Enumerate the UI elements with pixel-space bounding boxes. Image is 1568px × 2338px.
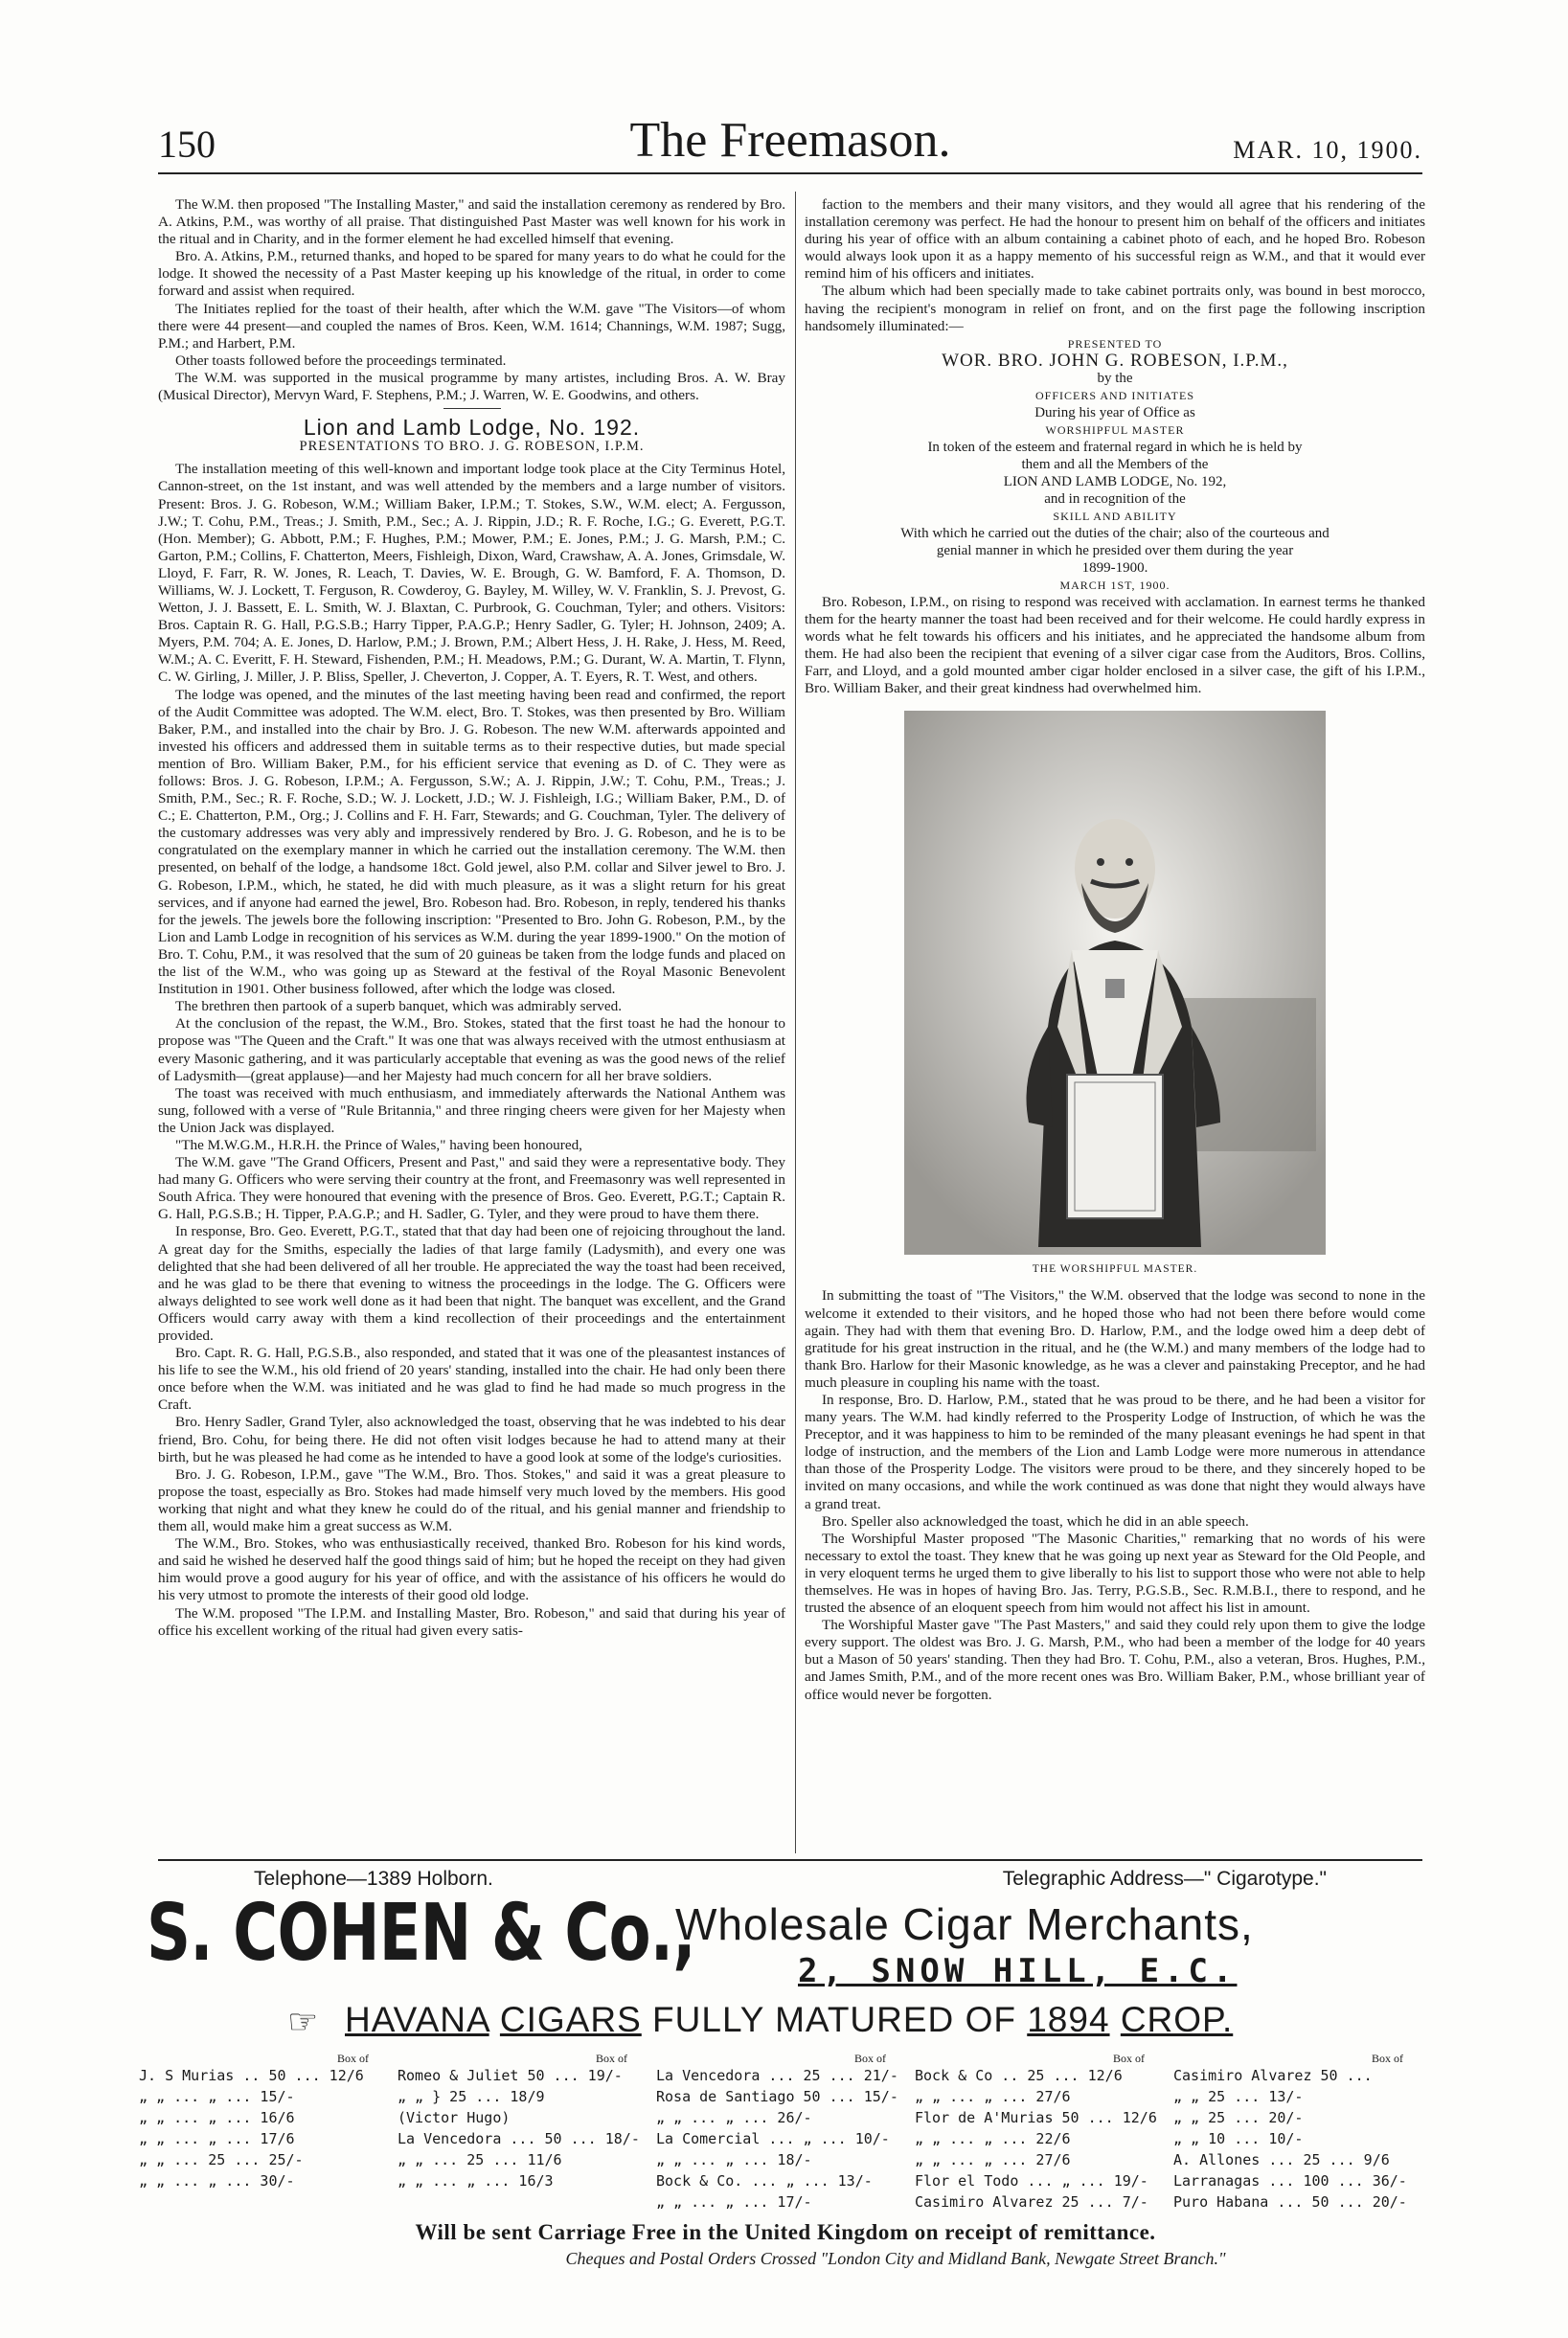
paragraph: The W.M. proposed "The I.P.M. and Installing Master, Bro. Robeson," and said that during his year of office his excellent working of the ritual had given every satis- [158,1604,785,1639]
headline-word: HAVANA [345,2000,489,2039]
inscription-line: During his year of Office as [1034,404,1195,420]
price-row: Casimiro Alvarez 25 ... 7/- [915,2193,1148,2211]
price-row: La Comercial ... „ ... 10/- [656,2130,890,2147]
price-row: „ „ } 25 ... 18/9 [398,2088,545,2105]
price-row: La Vencedora ... 50 ... 18/- [398,2130,640,2147]
price-row: Flor de A'Murias 50 ... 12/6 [915,2109,1157,2126]
price-row: Rosa de Santiago 50 ... 15/- [656,2088,898,2105]
inscription-line: 1899-1900. [1081,559,1148,576]
price-column [656,2052,905,2214]
price-row: La Vencedora ... 25 ... 21/- [656,2067,898,2084]
price-row: „ „ 25 ... 13/- [1173,2088,1304,2105]
price-row: „ „ ... „ ... 27/6 [915,2151,1071,2168]
paragraph: The lodge was opened, and the minutes of the last meeting having been read and confirmed, the report of the Audit Committee was adopted. The W.M. elect, Bro. T. Stokes, was then presented by Bro. William Baker, P.M., and installed into the chair by Bro. J. G. Robeson. The new W.M. afterwards appointed and invested his officers and addressed them in suitable terms as to their respective duties, but made special mention of Bro. William Baker, P.M., for his efficient service that evening as D. of C. They were as follows: Bros. J. G. Robeson, I.P.M.; A. Fergusson, S.W.; A. J. Rippin, J.W.; T. Cohu, P.M., Treas.; J. Smith, P.M., Sec.; R. F. Roche, S.D.; W. J. Lockett, J.D.; W. J. Fishleigh, I.G.; William Baker, P.M., D. of C.; E. Chatterton, P.M., Org.; J. Collins and F. H. Farr, Stewards; and G. Couchman, Tyler. The delivery of the customary addresses was very ably and impressively rendered by Bro. J. G. Robeson, and he is to be congratulated on the exemplary manner in which he carried out the installation ceremony. The W.M. then presented, on behalf of the lodge, a handsome 18ct. Gold jewel, also P.M. collar and Silver jewel to Bro. J. G. Robeson, I.P.M., which, he stated, he did with much pleasure, as it was a slight return for his great services, and if anyone had earned the jewel, Bro. Robeson had. Bro. Robeson, in reply, tendered his thanks for the jewels. The jewels bore the following inscription: "Presented to Bro. John G. Robeson, P.M., by the Lion and Lamb Lodge in recognition of his services as W.M. during the year 1899-1900." On the motion of Bro. T. Cohu, P.M., it was resolved that the sum of 20 guineas be taken from the lodge funds and placed on the list of the W.M., who was going up as Steward at the festival of the Royal Masonic Benevolent Institution in 1901. Other business followed, after which the lodge was closed. [158,686,785,998]
price-row: Flor el Todo ... „ ... 19/- [915,2172,1148,2190]
portrait-illustration [904,711,1326,1255]
paragraph: The Worshipful Master proposed "The Masonic Charities," remarking that no words of his were necessary to extol the toast. They knew that he was going up next year as Steward for the Old People, and in very eloquent terms he urged them to give liberally to his list to support those who were not able to help themselves. He was in hopes of having Bro. Jas. Terry, P.G.S.B., Sec. R.M.B.I., there to respond, and he trusted the absence of an eloquent speech from him would not affect his list in amount. [805,1530,1425,1617]
price-row: Larranagas ... 100 ... 36/- [1173,2172,1407,2190]
paragraph: The W.M. gave "The Grand Officers, Present and Past," and said they were a representative body. They had many G. Officers who were serving their country at the front, and Freemasonry was well represented in South Africa. They were honoured that evening with the presence of Bros. Geo. Everett, P.G.T.; Captain R. G. Hall, P.G.S.B.; H. Tipper, P.A.G.P.; and H. Sadler, G. Tyler, and they were proud to have them there. [158,1154,785,1223]
paragraph: Bro. Henry Sadler, Grand Tyler, also acknowledged the toast, observing that he was indebted to his dear friend, Bro. Cohu, for being there. He did not often visit lodges because he had to attend many at their birth, but he was pleased he had come as he intended to have a good look at some of the lodge's curiosities. [158,1414,785,1465]
price-row: Romeo & Juliet 50 ... 19/- [398,2067,623,2084]
headline-word: CIGARS [499,2000,642,2039]
paragraph: The album which had been specially made to take cabinet portraits only, was bound in best morocco, having the recipient's monogram in relief on front, and on the first page the following inscription handsomely illuminated:— [805,283,1425,334]
column-header: Box of [854,2052,886,2065]
page-header [158,115,1422,174]
column-header: Box of [1372,2052,1403,2065]
album-inscription [805,335,1425,594]
paragraph: The W.M., Bro. Stokes, who was enthusiastically received, thanked Bro. Robeson for his kind words, and said he wished he deserved half the good things said of him; but he hoped the receipt on they had given him would prove a good augury for his year of office, and with the assistance of his officers he would do his very utmost to promote the interests of their good old lodge. [158,1535,785,1604]
headline-word: 1894 [1027,2000,1110,2039]
price-row: „ „ ... „ ... 17/6 [139,2130,295,2147]
inscription-line: With which he carried out the duties of the chair; also of the courteous and [900,525,1329,541]
cigar-advertisement [139,1868,1432,2308]
price-row: „ „ ... „ ... 30/- [139,2172,295,2190]
merchant-address: 2, SNOW HILL, E.C. [798,1952,1238,1990]
divider [443,408,501,409]
telegraphic-address: Telegraphic Address—" Cigarotype." [1002,1868,1327,1890]
column-divider [795,192,796,1853]
inscription-line: WORSHIPFUL MASTER [1045,422,1185,437]
price-row: Bock & Co .. 25 ... 12/6 [915,2067,1123,2084]
price-row: J. S Murias .. 50 ... 12/6 [139,2067,364,2084]
paragraph: "The M.W.G.M., H.R.H. the Prince of Wales," having been honoured, [175,1136,582,1153]
price-row: „ „ 10 ... 10/- [1173,2130,1304,2147]
inscription-line: genial manner in which he presided over them during the year [936,542,1294,558]
price-column [398,2052,647,2193]
column-header: Box of [596,2052,627,2065]
inscription-line: LION AND LAMB LODGE, No. 192, [1003,473,1227,489]
headline-word: MATURED [775,2000,955,2039]
paragraph: Other toasts followed before the proceedings terminated. [175,352,507,369]
headline-word: OF [965,2000,1016,2039]
paragraph: In submitting the toast of "The Visitors," the W.M. observed that the lodge was second to none in the welcome it extended to their visitors, and he hoped those who had not been there before would come again. They had with them that evening Bro. D. Harlow, P.M., and the lodge owed him a deep debt of gratitude for his great instruction in the ritual, and he (the W.M.) and many members of the lodge had to thank Bro. Harlow for their Masonic knowledge, as he was a clever and painstaking Preceptor, and he had much pleasure in coupling his name with the toast. [805,1287,1425,1391]
price-row: „ „ ... „ ... 16/6 [139,2109,295,2126]
paragraph: Bro. Speller also acknowledged the toast, which he did in an able speech. [822,1512,1249,1530]
paragraph: At the conclusion of the repast, the W.M., Bro. Stokes, stated that the first toast he had the honour to propose was "The Queen and the Craft." It was one that was always received with the utmost enthusiasm at every Masonic gathering, and it was particularly acceptable that evening as was the good news of the relief of Ladysmith—(great applause)—and her Majesty had much concern for all her brave soldiers. [158,1015,785,1084]
paragraph: The Worshipful Master gave "The Past Masters," and said they could rely upon them to give the lodge every support. The oldest was Bro. J. G. Marsh, P.M., who had been a member of the lodge for 40 years but a Mason of 50 years' standing. Then they had Bro. T. Cohu, P.M., also a veteran, Bros. Hughes, P.M., and James Smith, P.M., and of the more recent ones was Bro. William Baker, P.M., whose brilliant year of office would never be forgotten. [805,1617,1425,1703]
article-subheading: PRESENTATIONS TO BRO. J. G. ROBESON, I.P.M. [299,439,645,455]
telephone-number: Telephone—1389 Holborn. [254,1868,493,1890]
price-row: „ „ ... „ ... 22/6 [915,2130,1071,2147]
inscription-line: MARCH 1ST, 1900. [1059,578,1170,592]
inscription-line: by the [1097,370,1133,386]
worshipful-master-photo [904,711,1326,1255]
page-number: 150 [158,123,216,166]
inscription-line: WOR. BRO. JOHN G. ROBESON, I.P.M., [942,350,1288,371]
paragraph: The toast was received with much enthusiasm, and immediately afterwards the National Anthem was sung, followed with a verse of "Rule Britannia," and three ringing cheers were given for her Majesty when the Union Jack was displayed. [158,1084,785,1136]
price-row: Casimiro Alvarez 50 ... [1173,2067,1373,2084]
carriage-free-notice: Will be sent Carriage Free in the United Kingdom on receipt of remittance. [415,2220,1156,2244]
inscription-line: them and all the Members of the [1021,456,1209,472]
photo-caption: THE WORSHIPFUL MASTER. [1032,1263,1198,1276]
price-row: Puro Habana ... 50 ... 20/- [1173,2193,1407,2211]
price-row: „ „ ... „ ... 18/- [656,2151,812,2168]
price-column [1173,2052,1422,2214]
paragraph: In response, Bro. Geo. Everett, P.G.T., stated that that day had been one of rejoicing throughout the land. A great day for the Smiths, especially the ladies of that large family (Ladysmith), and every one was delighted that she had been delivered of all her trouble. He appreciated the way the toast had been received, and he was glad to be there that evening to witness the proceedings in the lodge. The G. Officers were always delighted to see work well done as it had been that night. The banquet was excellent, and the Grand Officers would carry away with them a kind recollection of their proceedings and the entertainment provided. [158,1223,785,1344]
paragraph: Bro. Robeson, I.P.M., on rising to respond was received with acclamation. In earnest terms he thanked them for the hearty manner the toast had been received and for their welcome. He could hardly express in words what he felt towards his officers and his initiates, and he appreciated the handsome album from them. He had also been the recipient that evening of a silver cigar case from the Auditors, Bros. Collins, Farr, and Lloyd, and a gold mounted amber cigar holder enclosed in a silver case, the gift of his I.P.M., Bro. William Baker, and their great kindness had overwhelmed him. [805,593,1425,697]
price-row: „ „ ... 25 ... 11/6 [398,2151,562,2168]
column-header: Box of [1113,2052,1145,2065]
pointing-hand-icon: ☞ [287,2002,319,2041]
inscription-line: PRESENTED TO [1067,336,1163,351]
headline-word: FULLY [652,2000,764,2039]
paragraph: faction to the members and their many visitors, and they would all agree that his rendering of the installation ceremony was perfect. He had the honour to present him on behalf of the officers and initiates during his year of office with an album containing a cabinet photo of each, and he hoped Bro. Robeson would always look upon it as a happy memento of his successful reign as W.M., and that it would ever remind him of his officers and initiates. [805,196,1425,283]
price-row: „ „ ... „ ... 27/6 [915,2088,1071,2105]
paragraph: The Initiates replied for the toast of their health, after which the W.M. gave "The Visitors—of whom there were 44 present—and coupled the names of Bros. Keen, W.M. 1614; Channings, W.M. 1987; Sugg, P.M.; and Harbert, P.M. [158,300,785,352]
havana-headline [345,2000,1233,2040]
price-row: „ „ ... „ ... 26/- [656,2109,812,2126]
paragraph: The brethren then partook of a superb banquet, which was admirably served. [175,998,623,1015]
inscription-line: SKILL AND ABILITY [1053,509,1177,523]
price-column [915,2052,1164,2214]
article-heading: Lion and Lamb Lodge, No. 192. [303,415,641,441]
paragraph: Bro. A. Atkins, P.M., returned thanks, and hoped to be spared for many years to do what he could for the lodge. It showed the necessity of a Past Master keeping up his knowledge of the ritual, in order to come forward and assist when required. [158,248,785,300]
inscription-line: In token of the esteem and fraternal regard in which he is held by [927,439,1303,455]
price-row: (Victor Hugo) [398,2109,511,2126]
issue-date: MAR. 10, 1900. [1233,136,1422,164]
headline-word: CROP. [1120,2000,1234,2039]
paragraph: The installation meeting of this well-known and important lodge took place at the City Terminus Hotel, Cannon-street, on the 1st instant, and was well attended by the members and a large number of visitors. Present: Bros. J. G. Robeson, W.M.; William Baker, I.P.M.; T. Stokes, S.W., W.M. elect; A. Fergusson, J.W.; T. Cohu, P.M., Treas.; J. Smith, P.M., Sec.; A. J. Rippin, J.D.; R. F. Roche, I.G.; G. Everett, P.G.T. (Hon. Member); G. Abbott, P.M.; F. Hughes, P.M.; Mower, P.M.; E. Jones, P.M.; J. G. Marsh, P.M.; C. Garton, P.M.; Collins, F. Chatterton, Meers, Fishleigh, Dixon, Ward, Crawshaw, A. A. Jones, Grimsdale, W. Lloyd, F. Farr, R. W. Jones, R. Leach, T. Davies, W. E. Brough, G. W. Bamford, F. A. Thomson, D. Williams, W. J. Lockett, T. Ferguson, R. Cowderoy, G. Bayley, M. Willey, W. V. Franklin, S. J. Prevost, G. Wetton, J. J. Bassett, E. L. Smith, W. J. Blaxtan, C. Purbrook, G. Couchman, Tyler; and others. Visitors: Bros. Captain R. G. Hall, P.G.S.B.; Harry Tipper, P.A.G.P.; Henry Sadler, G. Tyler; H. Johnson, 2409; A. Myers, P.M. 704; A. E. Jones, D. Harlow, P.M.; J. Brown, P.M.; Albert Hess, J. H. Rake, J. Hess, M. Reed, W.M.; A. C. Everitt, F. H. Steward, Fishenden, P.M.; H. Meadows, P.M.; G. Durant, W. A. Martin, T. Flynn, C. W. Girling, J. Miller, J. P. Bliss, Speller, J. Cheverton, J. Copper, A. T. Eyers, R. T. West, and others. [158,461,785,686]
price-column [139,2052,388,2193]
advertisement-rule [158,1859,1422,1861]
paragraph: The W.M. then proposed "The Installing Master," and said the installation ceremony as rendered by Bro. A. Atkins, P.M., was worthy of all praise. That distinguished Past Master was well known for his work in the ritual and in Charity, and in the former element he had excelled himself that evening. [158,196,785,248]
merchant-name: S. COHEN & Co., [147,1888,695,1979]
merchant-trade: Wholesale Cigar Merchants, [675,1899,1254,1949]
newspaper-title: The Freemason. [629,113,951,168]
inscription-line: OFFICERS AND INITIATES [1034,388,1194,402]
price-row: A. Allones ... 25 ... 9/6 [1173,2151,1390,2168]
paragraph: Bro. J. G. Robeson, I.P.M., gave "The W.M., Bro. Thos. Stokes," and said it was a great pleasure to propose the toast, especially as Bro. Stokes had made himself very much loved by the members. His good working that night and what they knew he could do of the ritual, and his genial manner and friendship to them all, would make him a great success as W.M. [158,1465,785,1535]
right-column [805,196,1425,1849]
inscription-line: and in recognition of the [1044,490,1186,507]
price-row: „ „ 25 ... 20/- [1173,2109,1304,2126]
price-row: „ „ ... 25 ... 25/- [139,2151,304,2168]
paragraph: In response, Bro. D. Harlow, P.M., stated that he was proud to be there, and he had been a visitor for many years. The W.M. had kindly referred to the Prosperity Lodge of Instruction, of which he was the Preceptor, and it was happiness to him to be reminded of the many pleasant evenings he had spent in that lodge of instruction, and the members of the Lion and Lamb Lodge were more numerous in attendance than those of the Prosperity Lodge. The visitors were proud to be there, and they sincerely hoped to be invited on many occasions, and while the work continued as was done that night they would always have a grand treat. [805,1391,1425,1512]
paragraph: The W.M. was supported in the musical programme by many artistes, including Bros. A. W. Bray (Musical Director), Mervyn Ward, F. Stephens, P.M.; J. Warren, W. E. Goodwins, and others. [158,369,785,404]
column-header: Box of [337,2052,369,2065]
paragraph: Bro. Capt. R. G. Hall, P.G.S.B., also responded, and stated that it was one of the pleasantest instances of his life to see the W.M., his old friend of 20 years' standing, installed into the chair. He had only been there once before when the W.M. was initiated and he was glad to find he had made so much progress in the Craft. [158,1345,785,1414]
price-row: „ „ ... „ ... 17/- [656,2193,812,2211]
price-row: „ „ ... „ ... 16/3 [398,2172,554,2190]
price-row: Bock & Co. ... „ ... 13/- [656,2172,873,2190]
cheques-notice: Cheques and Postal Orders Crossed "London City and Midland Bank, Newgate Street Branch." [565,2249,1226,2268]
left-column [158,196,785,1849]
price-row: „ „ ... „ ... 15/- [139,2088,295,2105]
